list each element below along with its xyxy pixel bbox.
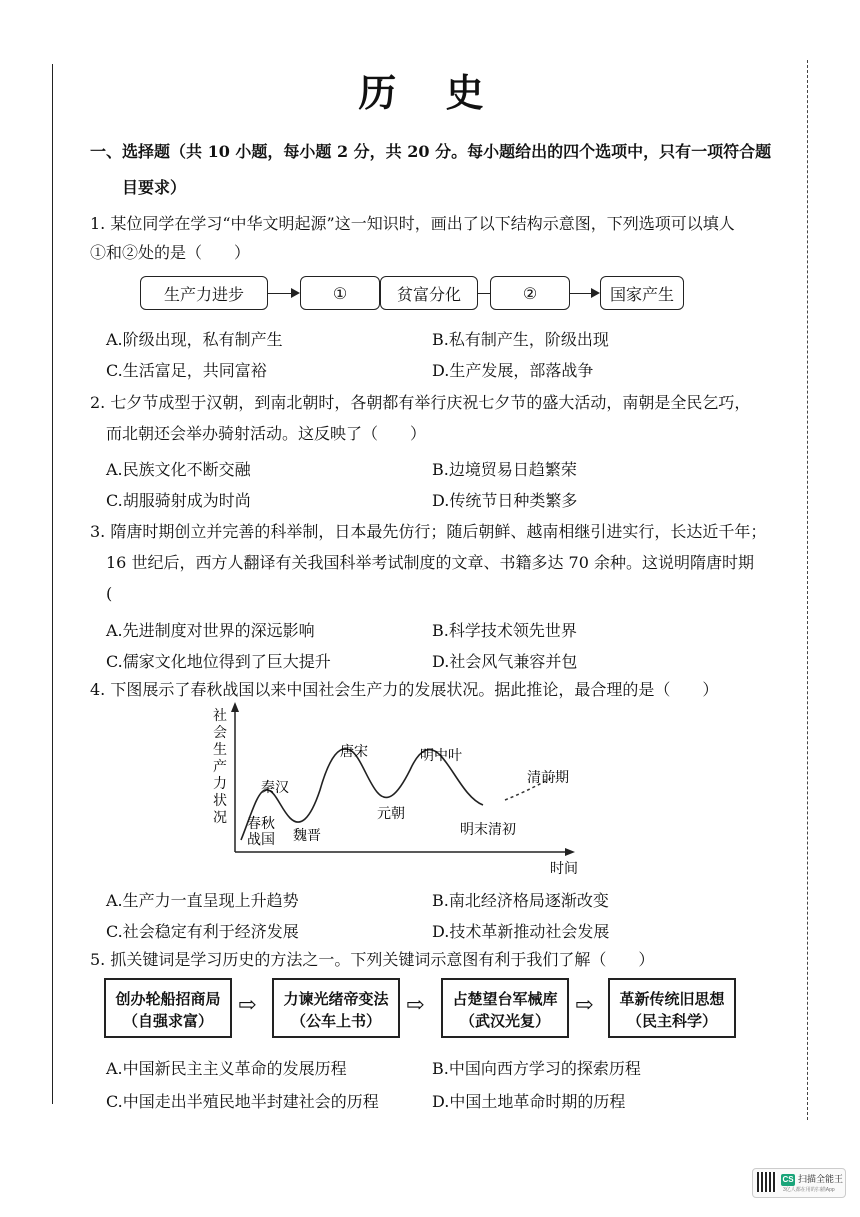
q3-option-b[interactable]: B.科学技术领先世界 [432,621,577,640]
q3-stem-line2: 16 世纪后，西方人翻译有关我国科举考试制度的文章、书籍多达 70 余种。这说明隋唐时期 [106,553,754,572]
flow-box-blank-2: ② [490,276,570,310]
q3-stem-line3: ( [106,584,113,603]
page-title: 历 史 [358,70,502,115]
keyword-sub: （公车上书） [290,1012,381,1030]
q3-stem-line1: 3. 隋唐时期创立并完善的科举制，日本最先仿行；随后朝鲜、越南相继引进实行，长达近千年； [90,522,767,541]
q4-option-b[interactable]: B.南北经济格局逐渐改变 [432,891,609,910]
q4-stem-line1: 4. 下图展示了春秋战国以来中国社会生产力的发展状况。据此推论，最合理的是（ ） [90,680,719,699]
y-axis-label-char: 力 [213,776,227,792]
productivity-chart [205,700,605,878]
q5-option-b[interactable]: B.中国向西方学习的探索历程 [432,1059,641,1078]
camscanner-logo-icon: CS [782,1175,794,1184]
q1-option-b[interactable]: B.私有制产生，阶级出现 [432,330,609,349]
keyword-sub: （民主科学） [626,1012,717,1030]
binding-line [52,64,53,1104]
keyword-sub: （自强求富） [122,1012,213,1030]
y-axis-label [213,708,227,826]
section-heading-line1: 一、选择题（共 10 小题，每小题 2 分，共 20 分。每小题给出的四个选项中，只有一项符合题 [90,142,772,161]
q2-option-b[interactable]: B.边境贸易日趋繁荣 [432,460,577,479]
label-tangsong: 唐宋 [340,744,368,760]
q2-option-a[interactable]: A.民族文化不断交融 [106,460,251,479]
label-chunqiu-2: 战国 [247,832,275,848]
keyword-box-4 [608,978,736,1038]
label-mingmoqingchu: 明末清初 [460,822,516,838]
keyword-arrow: ⇨ [575,993,594,1018]
label-qinhan: 秦汉 [261,780,289,796]
keyword-sub: （武汉光复） [459,1012,550,1030]
watermark-tagline: 3亿人都在用的扫描App [783,1187,835,1193]
y-axis-label-char: 状 [213,793,227,809]
keyword-arrow: ⇨ [406,993,425,1018]
q4-option-d[interactable]: D.技术革新推动社会发展 [432,922,610,941]
q1-stem-line2: ①和②处的是（ ） [90,243,251,262]
scanner-watermark [752,1168,846,1198]
q2-stem-line2: 而北朝还会举办骑射活动。这反映了（ ） [106,424,427,443]
q1-option-a[interactable]: A.阶级出现，私有制产生 [106,330,283,349]
q3-option-a[interactable]: A.先进制度对世界的深远影响 [106,621,315,640]
label-chunqiu-1: 春秋 [247,816,275,832]
keyword-arrow: ⇨ [238,993,257,1018]
q4-option-c[interactable]: C.社会稳定有利于经济发展 [106,922,299,941]
q3-option-d[interactable]: D.社会风气兼容并包 [432,652,578,671]
section-heading-line2: 目要求） [122,178,187,197]
y-axis-label-char: 会 [213,725,227,741]
q5-option-d[interactable]: D.中国土地革命时期的历程 [432,1092,626,1111]
keyword-main: 力谏光绪帝变法 [283,990,389,1008]
x-axis-arrow [565,848,575,856]
label-yuan: 元朝 [377,806,405,822]
keyword-main: 占楚望台军械库 [452,990,558,1008]
keyword-box-1 [104,978,232,1038]
flow-box-state: 国家产生 [600,276,684,310]
y-axis-label-char: 况 [213,810,227,826]
y-axis-label-char: 生 [213,742,227,758]
keyword-main: 革新传统旧思想 [619,990,725,1008]
q4-option-a[interactable]: A.生产力一直呈现上升趋势 [106,891,299,910]
label-qingqianqi: 清前期 [527,770,569,786]
q5-stem-line1: 5. 抓关键词是学习历史的方法之一。下列关键词示意图有利于我们了解（ ） [90,950,655,969]
q1-option-c[interactable]: C.生活富足，共同富裕 [106,361,267,380]
q2-stem-line1: 2. 七夕节成型于汉朝，到南北朝时，各朝都有举行庆祝七夕节的盛大活动，南朝是全民乞巧， [90,393,751,412]
q2-option-c[interactable]: C.胡服骑射成为时尚 [106,491,251,510]
q5-option-a[interactable]: A.中国新民主主义革命的发展历程 [106,1059,347,1078]
label-weijin: 魏晋 [293,828,321,844]
y-axis-label-char: 社 [213,708,227,724]
flow-box-blank-1: ① [300,276,380,310]
q3-option-c[interactable]: C.儒家文化地位得到了巨大提升 [106,652,331,671]
q5-option-c[interactable]: C.中国走出半殖民地半封建社会的历程 [106,1092,379,1111]
flow-arrow [570,293,598,294]
y-axis-arrow [231,702,239,712]
flow-box-productivity: 生产力进步 [140,276,268,310]
cut-line [807,60,808,1120]
y-axis-label-char: 产 [213,759,227,775]
flow-arrow [268,293,298,294]
keyword-box-3 [441,978,569,1038]
flow-box-wealth-gap: 贫富分化 [380,276,478,310]
q1-option-d[interactable]: D.生产发展，部落战争 [432,361,594,380]
x-axis-label: 时间 [550,861,578,877]
label-mingzhongye: 明中叶 [420,748,462,764]
q2-option-d[interactable]: D.传统节日种类繁多 [432,491,578,510]
keyword-main: 创办轮船招商局 [115,990,221,1008]
q1-stem-line1: 1. 某位同学在学习“中华文明起源”这一知识时，画出了以下结构示意图，下列选项可以填人 [90,214,735,233]
keyword-box-2 [272,978,400,1038]
watermark-app-name: 扫描全能王 [798,1174,844,1184]
qr-code-icon [757,1172,777,1192]
